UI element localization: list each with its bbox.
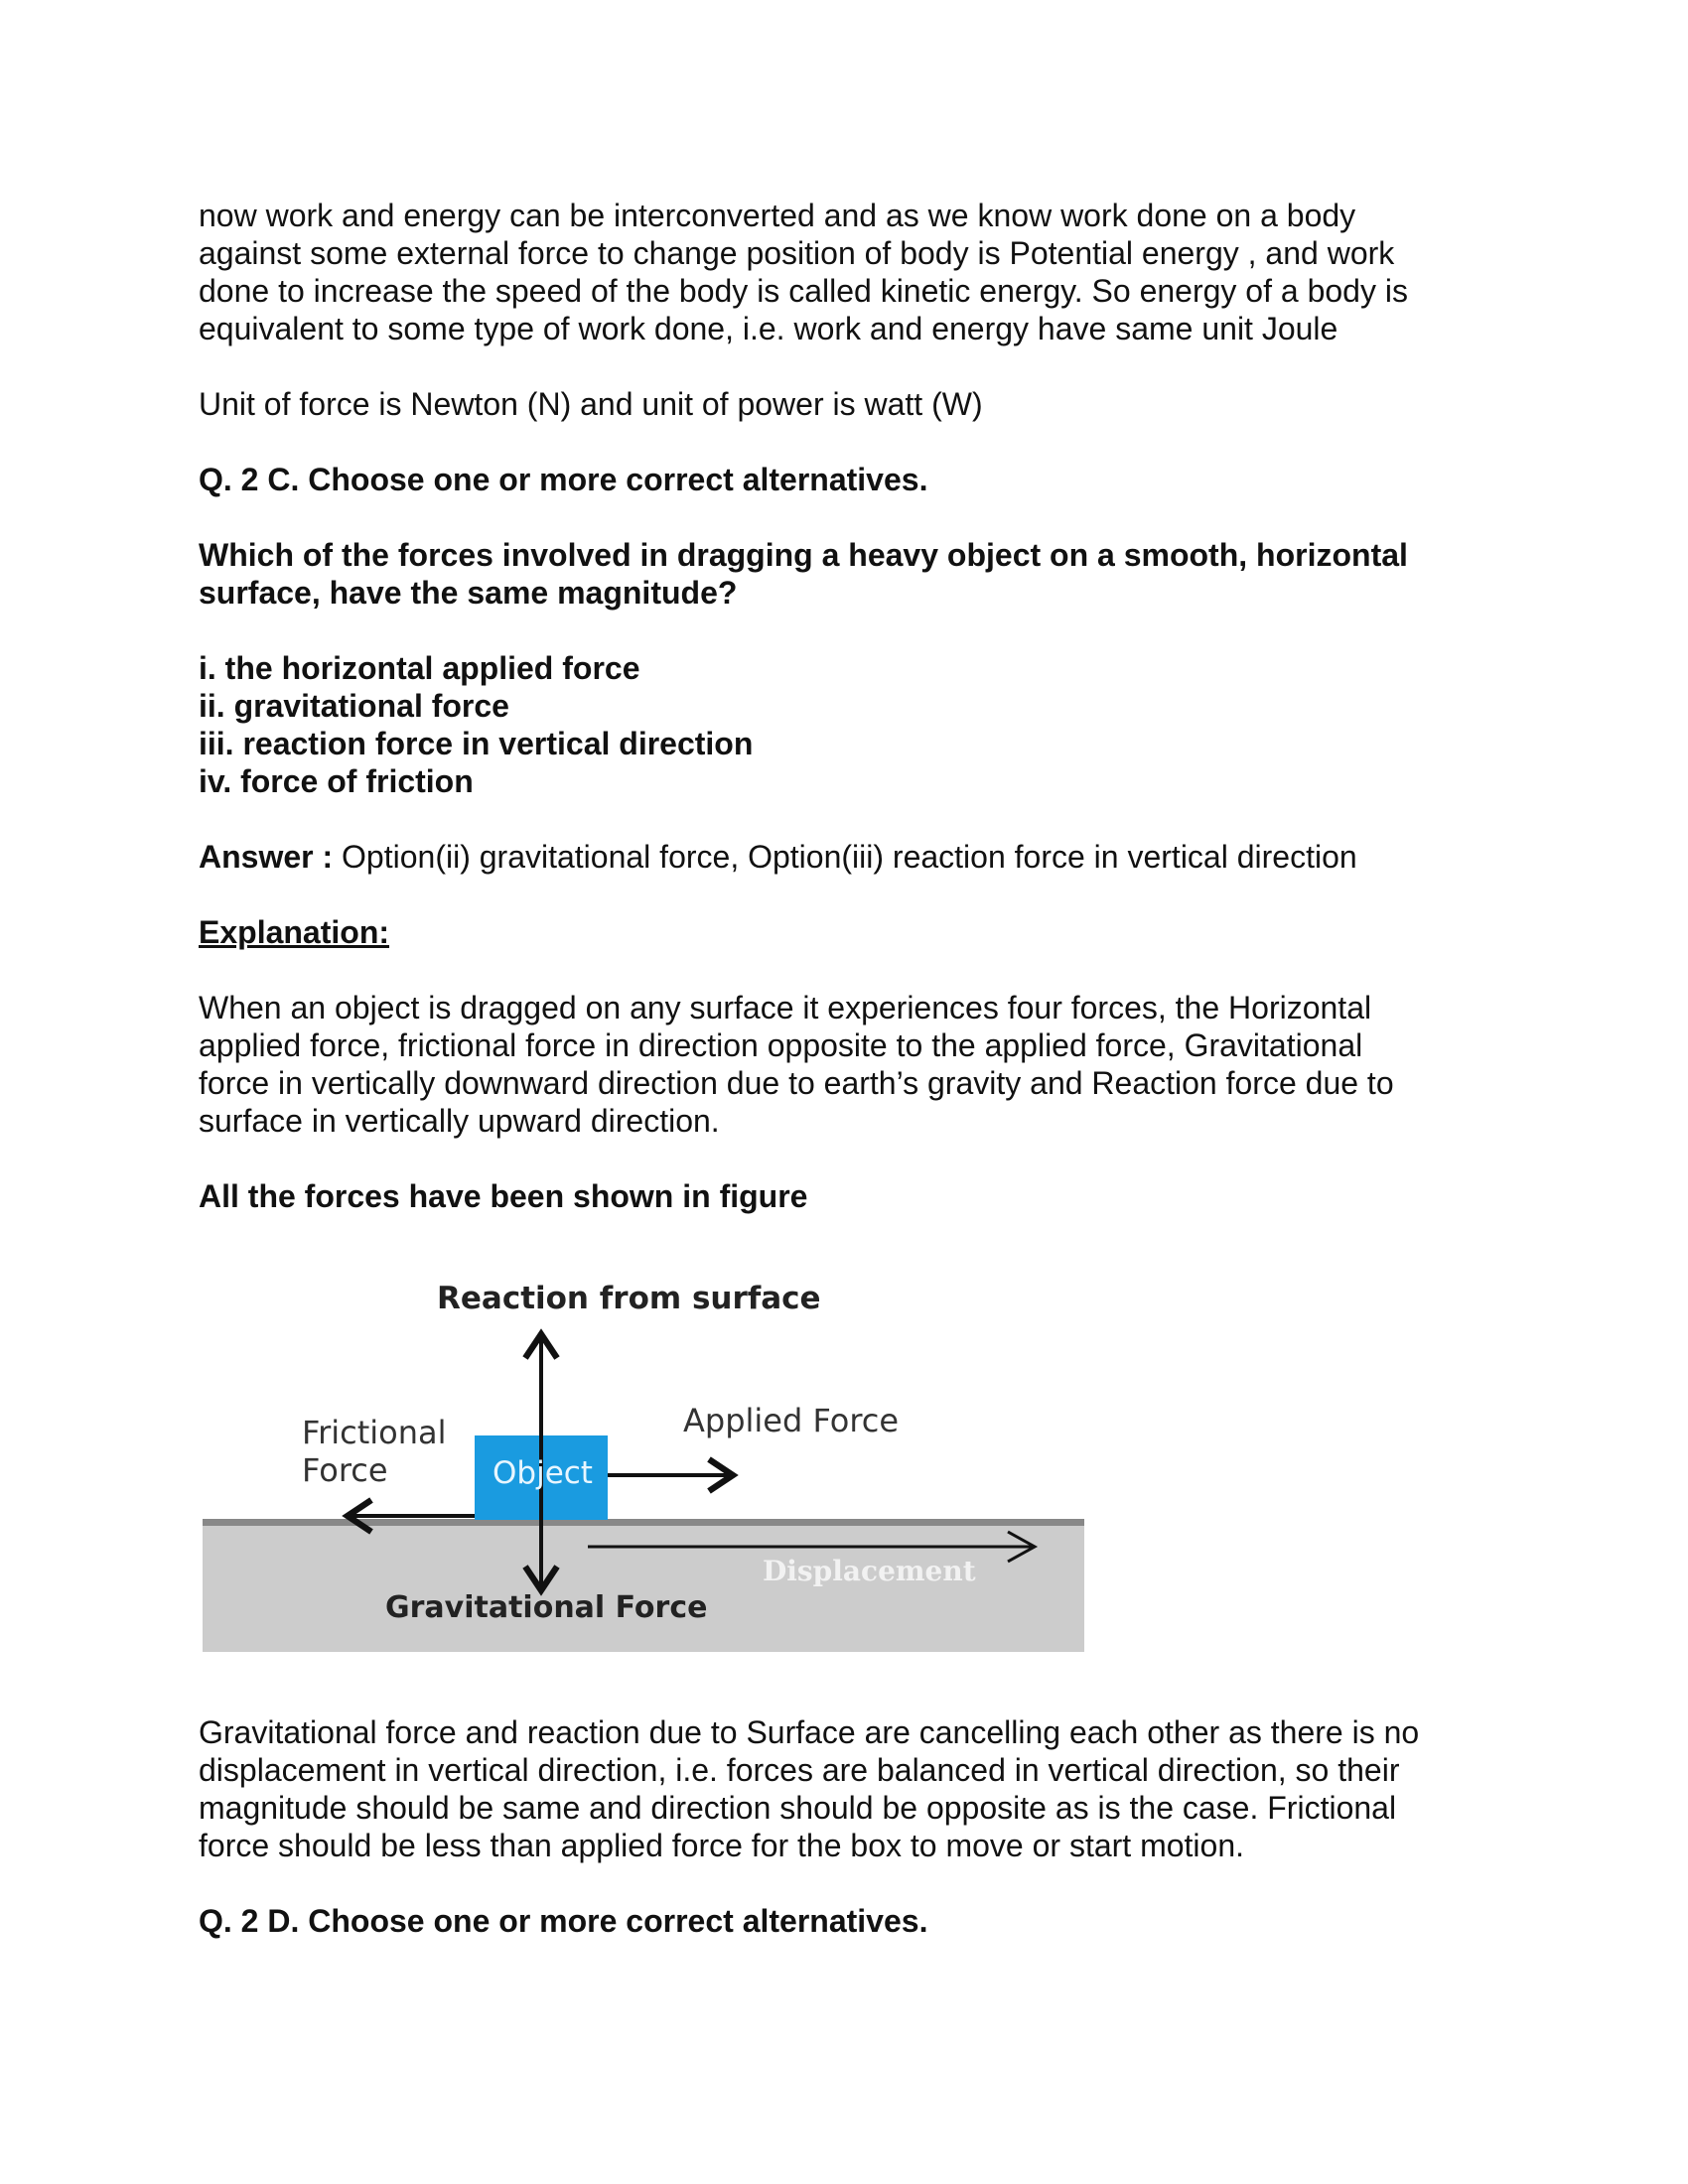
question-text-line: surface, have the same magnitude?: [199, 575, 738, 611]
figure-caption: All the forces have been shown in figure: [199, 1178, 808, 1214]
conclusion-line: displacement in vertical direction, i.e. forces are balanced in vertical direction, so their: [199, 1752, 1400, 1788]
option-item: ii. gravitational force: [199, 688, 509, 724]
conclusion-line: force should be less than applied force for the box to move or start motion.: [199, 1828, 1245, 1863]
force-diagram: [199, 1281, 1092, 1658]
object-label: Object: [492, 1455, 593, 1491]
applied-label: Applied Force: [683, 1402, 900, 1439]
intro-line: now work and energy can be interconverted and as we know work done on a body: [199, 198, 1356, 233]
conclusion-paragraph: [199, 1713, 1509, 1940]
units-line: Unit of force is Newton (N) and unit of power is watt (W): [199, 386, 983, 422]
option-item: iv. force of friction: [199, 763, 474, 799]
answer-text: Option(ii) gravitational force, Option(iii) reaction force in vertical direction: [333, 839, 1357, 875]
explanation-line: force in vertically downward direction due to earth’s gravity and Reaction force due to: [199, 1065, 1394, 1101]
question-2c-heading: Q. 2 C. Choose one or more correct alternatives.: [199, 462, 928, 497]
conclusion-line: Gravitational force and reaction due to Surface are cancelling each other as there is no: [199, 1714, 1420, 1750]
reaction-label: Reaction from surface: [437, 1281, 821, 1316]
question-2d-heading: Q. 2 D. Choose one or more correct alternatives.: [199, 1903, 928, 1939]
option-item: iii. reaction force in vertical direction: [199, 726, 754, 761]
intro-paragraph: [199, 197, 1509, 1215]
intro-line: done to increase the speed of the body is called kinetic energy. So energy of a body is: [199, 273, 1408, 309]
question-text-line: Which of the forces involved in dragging a heavy object on a smooth, horizontal: [199, 537, 1408, 573]
surface-edge: [203, 1519, 1084, 1526]
options-list: [199, 649, 1509, 800]
gravitational-label: Gravitational Force: [385, 1590, 708, 1625]
answer-label: Answer :: [199, 839, 334, 875]
explanation-heading: Explanation:: [199, 914, 390, 950]
intro-line: against some external force to change position of body is Potential energy , and work: [199, 235, 1395, 271]
option-item: i. the horizontal applied force: [199, 650, 640, 686]
conclusion-line: magnitude should be same and direction should be opposite as is the case. Frictional: [199, 1790, 1397, 1826]
frictional-label-line2: Force: [302, 1451, 388, 1489]
displacement-label: Displacement: [763, 1555, 976, 1587]
explanation-line: surface in vertically upward direction.: [199, 1103, 720, 1139]
answer-line: [199, 838, 1509, 876]
explanation-line: applied force, frictional force in direction opposite to the applied force, Gravitational: [199, 1027, 1363, 1063]
intro-line: equivalent to some type of work done, i.e. work and energy have same unit Joule: [199, 311, 1338, 346]
frictional-label-line1: Frictional: [302, 1414, 447, 1451]
explanation-line: When an object is dragged on any surface it experiences four forces, the Horizontal: [199, 990, 1372, 1025]
